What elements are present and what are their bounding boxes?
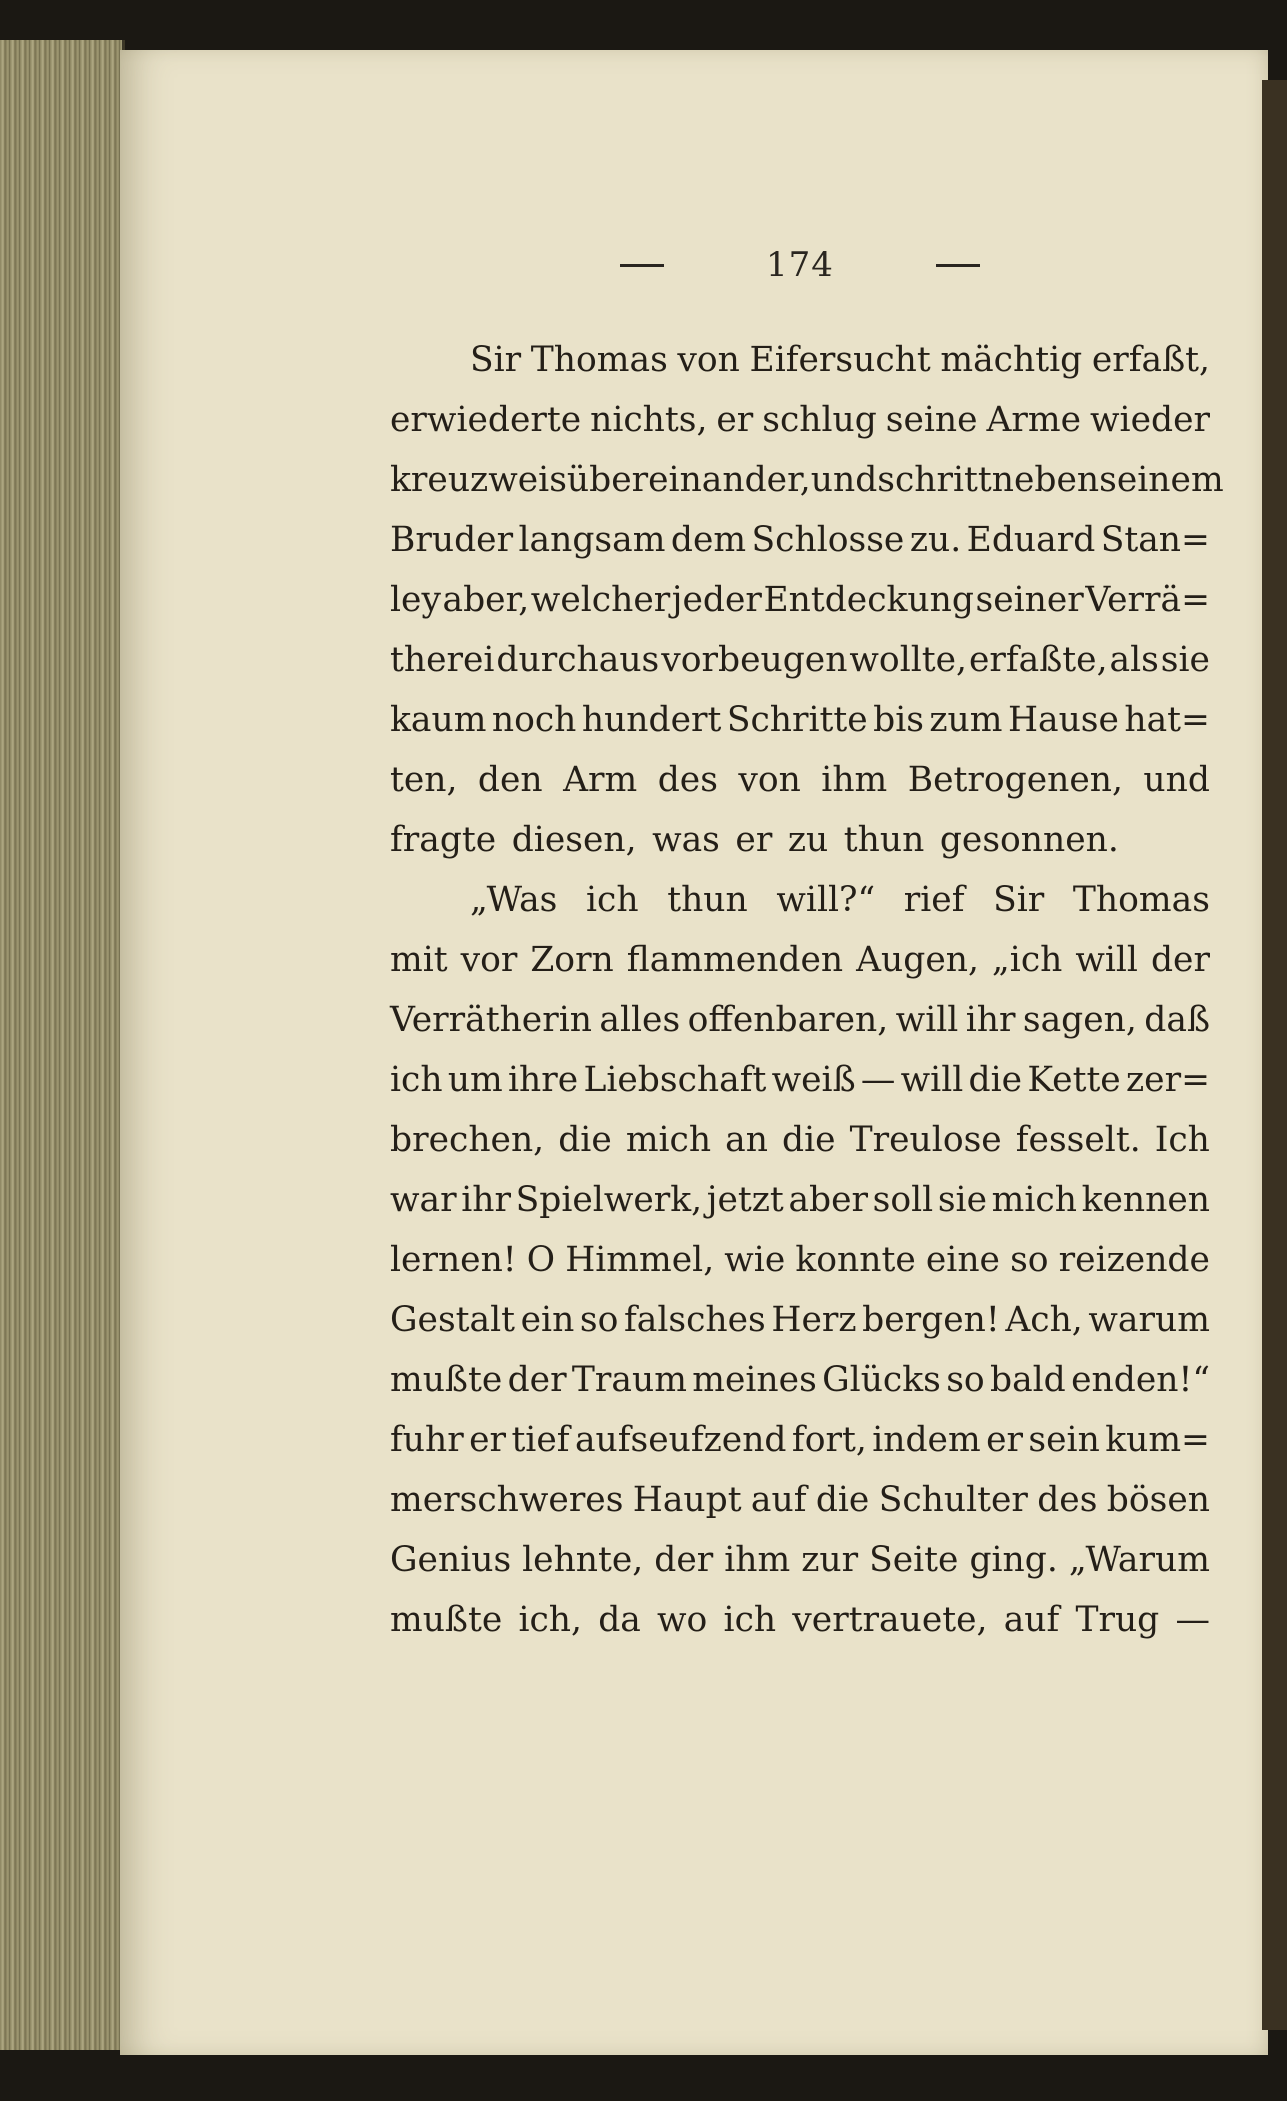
word: er	[469, 1420, 507, 1460]
word: Kette	[1027, 1060, 1121, 1100]
text-line	[390, 1530, 1210, 1590]
book-page-edges	[0, 40, 125, 2050]
word: war	[390, 1180, 457, 1220]
word: enden!“	[1071, 1360, 1210, 1400]
word: und	[810, 460, 878, 500]
word: auf	[750, 1480, 807, 1520]
word: Spielwerk,	[515, 1180, 703, 1220]
word: sie	[1160, 640, 1210, 680]
word: mich	[991, 1180, 1077, 1220]
text-line	[390, 1110, 1210, 1170]
word: vertrauete,	[792, 1600, 988, 1640]
word: kum=	[1105, 1420, 1210, 1460]
word: zer=	[1125, 1060, 1210, 1100]
word: konnte	[795, 1240, 916, 1280]
text-line	[390, 510, 1210, 570]
word: Bruder	[390, 520, 514, 560]
word: ten,	[390, 760, 458, 800]
word: aber,	[442, 580, 530, 620]
word: Seite	[869, 1540, 959, 1580]
word: Schritte	[726, 700, 868, 740]
word: tief	[511, 1420, 570, 1460]
word: langsam	[518, 520, 666, 560]
word: sein	[1028, 1420, 1100, 1460]
word: zu	[787, 820, 829, 860]
text-line	[390, 1290, 1210, 1350]
word: kennen	[1081, 1180, 1210, 1220]
word: er	[986, 1420, 1024, 1460]
text-line	[390, 330, 1210, 390]
word: wieder	[1090, 400, 1210, 440]
body-text	[390, 330, 1224, 1650]
word: indem	[872, 1420, 981, 1460]
word: wo	[657, 1600, 708, 1640]
word: lehnte,	[522, 1540, 644, 1580]
word: kaum	[390, 700, 487, 740]
book-cover-edge	[1262, 80, 1287, 2030]
word: schlug	[762, 400, 877, 440]
word: so	[946, 1360, 985, 1400]
word: fuhr	[390, 1420, 464, 1460]
word: reizende	[1058, 1240, 1210, 1280]
word: bergen!	[862, 1300, 1000, 1340]
word: Augen,	[856, 940, 979, 980]
word: Thomas	[1072, 880, 1210, 920]
word: seiner	[975, 580, 1084, 620]
word: Verrätherin	[390, 1000, 592, 1040]
word: will	[895, 1000, 959, 1040]
word: er	[735, 820, 773, 860]
word: Glücks	[822, 1360, 941, 1400]
word: fesselt.	[1015, 1120, 1141, 1160]
word: soll	[872, 1180, 934, 1220]
word: zur	[801, 1540, 859, 1580]
word: jetzt	[706, 1180, 784, 1220]
word: fort,	[791, 1420, 867, 1460]
word: des	[1037, 1480, 1098, 1520]
word: mit	[390, 940, 448, 980]
word: Eduard	[966, 520, 1096, 560]
word: die	[558, 1120, 612, 1160]
word: „ich	[991, 940, 1063, 980]
word: seine	[885, 400, 978, 440]
word: der	[1150, 940, 1210, 980]
word: welcher	[530, 580, 671, 620]
text-line	[390, 1350, 1210, 1410]
word: zum	[929, 700, 1003, 740]
word: „Was	[470, 880, 558, 920]
word: Eifersucht	[749, 340, 931, 380]
word: Entdeckung	[763, 580, 974, 620]
word: Herz	[771, 1300, 857, 1340]
word: —	[860, 1060, 896, 1100]
word: Hause	[1007, 700, 1119, 740]
word: hundert	[581, 700, 722, 740]
word: warum	[1088, 1300, 1210, 1340]
word: ich	[723, 1600, 777, 1640]
word: O	[526, 1240, 556, 1280]
word: daß	[1144, 1000, 1210, 1040]
word: vor	[460, 940, 518, 980]
word: die	[782, 1120, 836, 1160]
word: merschweres	[390, 1480, 624, 1520]
word: übereinander,	[566, 460, 811, 500]
word: mußte	[390, 1600, 503, 1640]
word: brechen,	[390, 1120, 545, 1160]
word: ein	[520, 1300, 575, 1340]
word: aber	[788, 1180, 869, 1220]
word: und	[1143, 760, 1210, 800]
word: ich	[390, 1060, 443, 1100]
word: seinem	[1099, 460, 1224, 500]
word: so	[1010, 1240, 1049, 1280]
text-line	[390, 570, 1210, 630]
word: Traum	[571, 1360, 687, 1400]
word: Schlosse	[751, 520, 905, 560]
word: ihre	[508, 1060, 579, 1100]
word: ich,	[518, 1600, 582, 1640]
word: ihr	[461, 1180, 511, 1220]
text-line	[390, 450, 1224, 510]
word: Trug	[1075, 1600, 1160, 1640]
word: dem	[670, 520, 747, 560]
word: Betrogenen,	[907, 760, 1123, 800]
word: rief	[903, 880, 965, 920]
word: —	[1175, 1600, 1210, 1640]
word: eine	[925, 1240, 1000, 1280]
word: noch	[491, 700, 577, 740]
word: ley	[390, 580, 441, 620]
word: des	[657, 760, 718, 800]
word: thun	[667, 880, 748, 920]
text-line	[390, 1590, 1210, 1650]
word: Genius	[390, 1540, 512, 1580]
word: Sir	[470, 340, 522, 380]
word: „Warum	[1068, 1540, 1210, 1580]
word: auf	[1003, 1600, 1060, 1640]
word: als	[1109, 640, 1159, 680]
word: wollte,	[849, 640, 968, 680]
word: durchaus	[496, 640, 660, 680]
word: hat=	[1124, 700, 1210, 740]
word: die	[815, 1480, 870, 1520]
word: gesonnen.	[939, 820, 1119, 860]
word: Verrä=	[1085, 580, 1210, 620]
word: neben	[991, 460, 1100, 500]
word: Arm	[563, 760, 638, 800]
page-number: 174	[766, 245, 834, 285]
word: bösen	[1106, 1480, 1210, 1520]
text-line	[390, 1050, 1210, 1110]
word: Stan=	[1100, 520, 1210, 560]
word: der	[654, 1540, 714, 1580]
word: er	[716, 400, 754, 440]
word: Ach,	[1005, 1300, 1083, 1340]
word: diesen,	[511, 820, 637, 860]
text-line	[390, 1470, 1210, 1530]
word: erfaßte,	[969, 640, 1108, 680]
text-line	[390, 630, 1210, 690]
word: jeder	[671, 580, 762, 620]
word: Zorn	[530, 940, 614, 980]
word: ihm	[724, 1540, 791, 1580]
word: sagen,	[1022, 1000, 1137, 1040]
text-line	[390, 990, 1210, 1050]
text-line	[390, 1230, 1210, 1290]
word: therei	[390, 640, 495, 680]
header-dash-right	[936, 264, 980, 267]
word: von	[677, 340, 740, 380]
word: thun	[843, 820, 925, 860]
word: vorbeugen	[661, 640, 848, 680]
word: will	[900, 1060, 964, 1100]
word: was	[652, 820, 720, 860]
text-line	[390, 810, 1210, 870]
word: offenbaren,	[687, 1000, 889, 1040]
text-line	[390, 870, 1210, 930]
word: mächtig	[940, 340, 1083, 380]
text-line	[390, 930, 1210, 990]
word: erfaßt,	[1091, 340, 1210, 380]
word: der	[507, 1360, 567, 1400]
word: aufseufzend	[574, 1420, 787, 1460]
word: falsches	[624, 1300, 766, 1340]
word: Gestalt	[390, 1300, 516, 1340]
word: lernen!	[390, 1240, 517, 1280]
word: flammenden	[626, 940, 844, 980]
text-line	[390, 750, 1210, 810]
word: Himmel,	[565, 1240, 715, 1280]
word: bis	[873, 700, 924, 740]
word: ich	[586, 880, 639, 920]
word: Haupt	[632, 1480, 742, 1520]
word: mußte	[390, 1360, 503, 1400]
word: Treulose	[849, 1120, 1002, 1160]
word: von	[738, 760, 801, 800]
text-line	[390, 390, 1210, 450]
word: mich	[625, 1120, 712, 1160]
text-line	[390, 1170, 1210, 1230]
word: Ich	[1154, 1120, 1210, 1160]
word: Liebschaft	[583, 1060, 767, 1100]
word: so	[579, 1300, 619, 1340]
word: Schulter	[878, 1480, 1028, 1520]
word: fragte	[390, 820, 497, 860]
word: kreuzweis	[390, 460, 567, 500]
word: bald	[990, 1360, 1066, 1400]
word: Thomas	[530, 340, 668, 380]
word: wie	[724, 1240, 786, 1280]
word: sie	[937, 1180, 987, 1220]
word: den	[477, 760, 543, 800]
word: weiß	[771, 1060, 856, 1100]
word: Sir	[993, 880, 1045, 920]
word: will	[1075, 940, 1138, 980]
word: an	[725, 1120, 768, 1160]
word: um	[447, 1060, 503, 1100]
word: ging.	[969, 1540, 1058, 1580]
word: da	[598, 1600, 641, 1640]
word: Arme	[986, 400, 1082, 440]
word: zu.	[909, 520, 962, 560]
page-header	[620, 235, 980, 295]
word: erwiederte	[390, 400, 582, 440]
word: ihm	[821, 760, 888, 800]
word: meines	[692, 1360, 817, 1400]
header-dash-left	[620, 264, 664, 267]
word: die	[968, 1060, 1023, 1100]
text-line	[390, 1410, 1210, 1470]
text-line	[390, 690, 1210, 750]
word: schritt	[877, 460, 992, 500]
word: ihr	[965, 1000, 1016, 1040]
word: will?“	[776, 880, 876, 920]
word: alles	[599, 1000, 681, 1040]
word: nichts,	[590, 400, 708, 440]
